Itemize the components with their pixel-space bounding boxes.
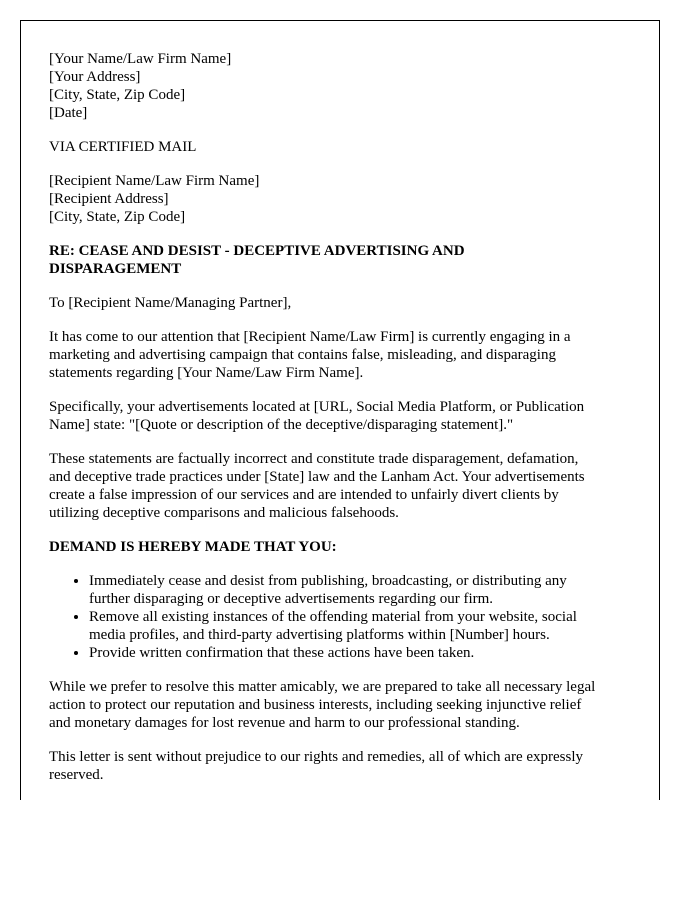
paragraph-without-prejudice <box>49 748 639 784</box>
demand-list <box>49 572 639 662</box>
paragraph-amicable <box>49 678 639 732</box>
sender-address: [Your Address] <box>49 69 141 85</box>
paragraph-line: It has come to our attention that [Recipient Name/Law Firm] is currently engaging in a <box>49 329 571 345</box>
paragraph-line: reserved. <box>49 767 104 783</box>
sender-name: [Your Name/Law Firm Name] <box>49 51 232 67</box>
delivery-method: VIA CERTIFIED MAIL <box>49 139 197 155</box>
paragraph-line: and deceptive trade practices under [State] law and the Lanham Act. Your advertisements <box>49 469 585 485</box>
paragraph-line: These statements are factually incorrect and constitute trade disparagement, defamation, <box>49 451 579 467</box>
paragraph-line: While we prefer to resolve this matter amicably, we are prepared to take all necessary legal <box>49 679 596 695</box>
recipient-address: [Recipient Address] <box>49 191 169 207</box>
recipient-city: [City, State, Zip Code] <box>49 209 186 225</box>
paragraph-line: create a false impression of our services and are intended to unfairly divert clients by <box>49 487 559 503</box>
delivery-method-block <box>49 138 639 156</box>
sender-block <box>49 50 639 122</box>
demand-heading: DEMAND IS HEREBY MADE THAT YOU: <box>49 539 337 555</box>
subject-line-2: DISPARAGEMENT <box>49 261 182 277</box>
letter-content <box>49 50 639 784</box>
demand-list-block <box>49 572 639 662</box>
paragraph-line: statements regarding [Your Name/Law Firm Name]. <box>49 365 364 381</box>
demand-item-line: • Provide written confirmation that these actions have been taken. <box>89 645 475 661</box>
demand-item <box>89 572 639 608</box>
subject-line-1: RE: CEASE AND DESIST - DECEPTIVE ADVERTISING AND <box>49 243 465 259</box>
demand-heading-block <box>49 538 639 556</box>
demand-item-line: • Immediately cease and desist from publishing, broadcasting, or distributing any <box>89 573 567 589</box>
salutation-block <box>49 294 639 312</box>
recipient-block <box>49 172 639 226</box>
salutation: To [Recipient Name/Managing Partner], <box>49 295 292 311</box>
paragraph-line: action to protect our reputation and business interests, including seeking injunctive relief <box>49 697 582 713</box>
demand-item <box>89 644 639 662</box>
paragraph-attention <box>49 328 639 382</box>
paragraph-specifically <box>49 398 639 434</box>
demand-item-line: media profiles, and third-party advertising platforms within [Number] hours. <box>89 627 550 643</box>
sender-city: [City, State, Zip Code] <box>49 87 186 103</box>
paragraph-line: marketing and advertising campaign that contains false, misleading, and disparaging <box>49 347 556 363</box>
demand-item-line: further disparaging or deceptive advertisements regarding our firm. <box>89 591 494 607</box>
paragraph-line: Name] state: "[Quote or description of the deceptive/disparaging statement]." <box>49 417 514 433</box>
subject-line <box>49 242 639 278</box>
demand-item-line: • Remove all existing instances of the offending material from your website, social <box>89 609 577 625</box>
letter-page <box>20 20 660 800</box>
paragraph-line: Specifically, your advertisements located at [URL, Social Media Platform, or Publication <box>49 399 585 415</box>
paragraph-statements <box>49 450 639 522</box>
letter-date: [Date] <box>49 105 88 121</box>
paragraph-line: This letter is sent without prejudice to our rights and remedies, all of which are expressly <box>49 749 584 765</box>
paragraph-line: and monetary damages for lost revenue and harm to our professional standing. <box>49 715 520 731</box>
paragraph-line: utilizing deceptive comparisons and malicious falsehoods. <box>49 505 399 521</box>
recipient-name: [Recipient Name/Law Firm Name] <box>49 173 260 189</box>
demand-item <box>89 608 639 644</box>
